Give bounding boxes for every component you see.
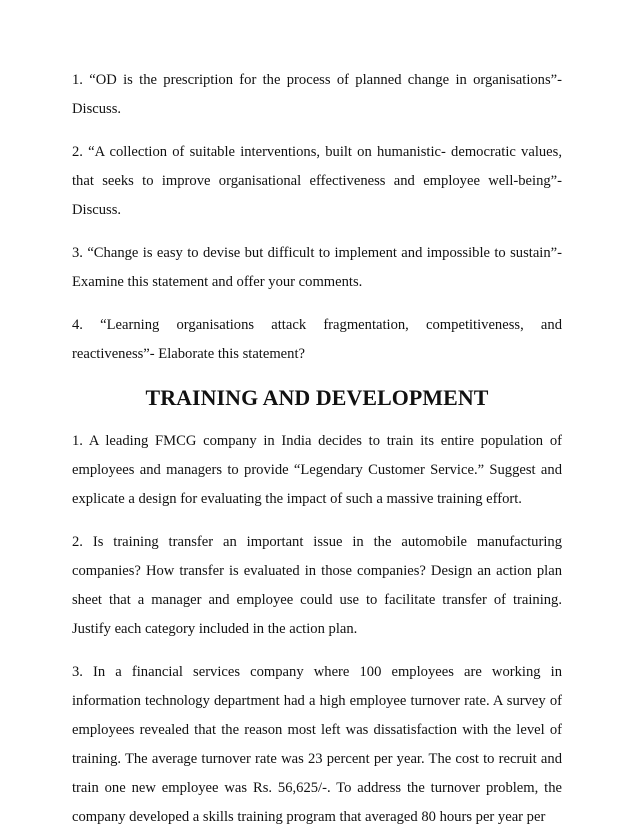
question-financial-services: 3. In a financial services company where 100 employees are working in information technology department had a high employee turnover rate. A survey of employees revealed that the reason most left was dissatisfaction with the level of training. The average turnover rate was 23 percent per year. The cost to recruit and train one new employee was Rs. 56,625/-. To address the turnover problem, the company developed a skills training program that averaged 80 hours per year per [72,664,562,825]
question-fmcg-training: 1. A leading FMCG company in India decides to train its entire population of employees and managers to provide “Legendary Customer Service.” Suggest and explicate a design for evaluating the impact of such a massive training effort. [72,433,562,507]
question-learning-organisations: 4. “Learning organisations attack fragmentation, competitiveness, and reactiveness”- Elaborate this statement? [72,317,562,362]
section-heading-training: TRAINING AND DEVELOPMENT [145,385,489,410]
question-training-transfer: 2. Is training transfer an important issue in the automobile manufacturing companies? How transfer is evaluated in those companies? Design an action plan sheet that a manager and employee could use to facilitate transfer of training. Justify each category included in the action plan. [72,534,562,637]
question-interventions: 2. “A collection of suitable interventions, built on humanistic- democratic values, that seeks to improve organisational effectiveness and employee well-being”- Discuss. [72,144,562,218]
question-od-prescription: 1. “OD is the prescription for the process of planned change in organisations”- Discuss. [72,72,562,117]
question-change-sustain: 3. “Change is easy to devise but difficult to implement and impossible to sustain”- Examine this statement and offer your comments. [72,245,562,290]
document-page [72,66,562,832]
